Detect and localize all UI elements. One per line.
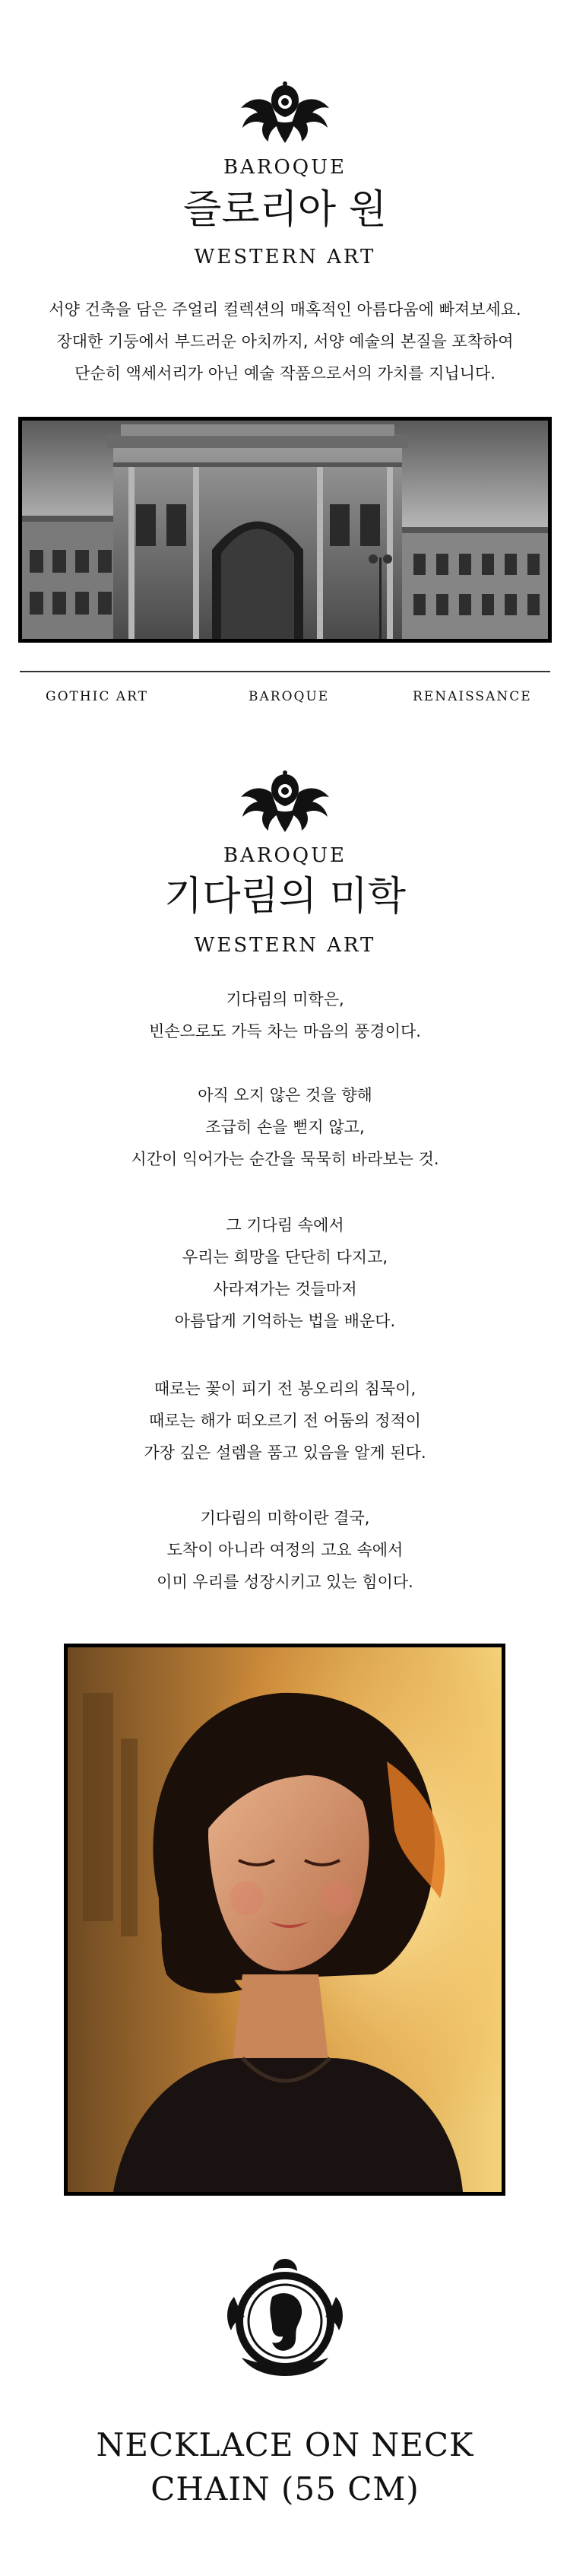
poem-line: 때로는 해가 떠오르기 전 어둠의 정적이 — [149, 1412, 421, 1430]
section1-title: 즐로리아 원 — [183, 187, 387, 233]
portrait-illustration — [64, 1644, 505, 2196]
poem-line: 이미 우리를 성장시키고 있는 힘이다. — [157, 1573, 413, 1591]
poem-line: 아직 오지 않은 것을 향해 — [198, 1086, 372, 1104]
poem-line: 조급히 손을 뻗지 않고, — [205, 1118, 365, 1136]
tab-gothic-art[interactable]: GOTHIC ART — [46, 689, 148, 704]
poem-line: 시간이 익어가는 순간을 묵묵히 바라보는 것. — [131, 1150, 439, 1168]
poem-stanza — [0, 1079, 570, 1175]
product-name-line: NECKLACE ON NECK — [96, 2426, 474, 2463]
poem-line: 기다림의 미학이란 결국, — [200, 1509, 370, 1527]
section2-subkicker: WESTERN ART — [194, 934, 376, 957]
poem-stanza — [0, 1209, 570, 1337]
poem-line: 아름답게 기억하는 법을 배운다. — [174, 1312, 396, 1330]
poem-stanza — [0, 1373, 570, 1469]
product-name-line: CHAIN (55 CM) — [150, 2470, 420, 2508]
intro-line: 단순히 액세서리가 아닌 예술 작품으로서의 가치를 지닙니다. — [74, 364, 496, 383]
baroque-medallion-icon — [219, 2251, 351, 2384]
intro-paragraph — [0, 294, 570, 389]
architecture-photo — [18, 417, 552, 643]
poem-line: 기다림의 미학은, — [226, 990, 344, 1008]
intro-line: 장대한 기둥에서 부드러운 아치까지, 서양 예술의 본질을 포착하여 — [56, 332, 514, 351]
poem-line: 가장 깊은 설렘을 품고 있음을 알게 된다. — [144, 1444, 426, 1462]
baroque-crest-icon — [232, 81, 338, 148]
poem-line: 때로는 꽃이 피기 전 봉오리의 침묵이, — [154, 1380, 416, 1398]
style-tabs — [0, 689, 570, 707]
product-name — [0, 2423, 570, 2511]
section1-kicker: BAROQUE — [223, 156, 347, 179]
poem-line: 빈손으로도 가득 차는 마음의 풍경이다. — [149, 1022, 421, 1040]
section1-subkicker: WESTERN ART — [194, 246, 376, 268]
section2-title: 기다림의 미학 — [164, 874, 406, 920]
intro-line: 서양 건축을 담은 주얼리 컬렉션의 매혹적인 아름다움에 빠져보세요. — [49, 300, 521, 319]
poem-stanza — [0, 1502, 570, 1598]
tab-baroque[interactable]: BAROQUE — [249, 689, 330, 704]
section-divider — [20, 671, 550, 672]
tab-renaissance[interactable]: RENAISSANCE — [413, 689, 532, 704]
section2-kicker: BAROQUE — [223, 844, 347, 867]
poem-line: 도착이 아니라 여정의 고요 속에서 — [166, 1541, 404, 1559]
poem-line: 사라져가는 것들마저 — [213, 1280, 357, 1298]
poem-stanza — [0, 983, 570, 1047]
poem-line: 우리는 희망을 단단히 다지고, — [182, 1248, 388, 1266]
baroque-crest-icon — [232, 770, 338, 837]
poem-line: 그 기다림 속에서 — [226, 1216, 344, 1234]
